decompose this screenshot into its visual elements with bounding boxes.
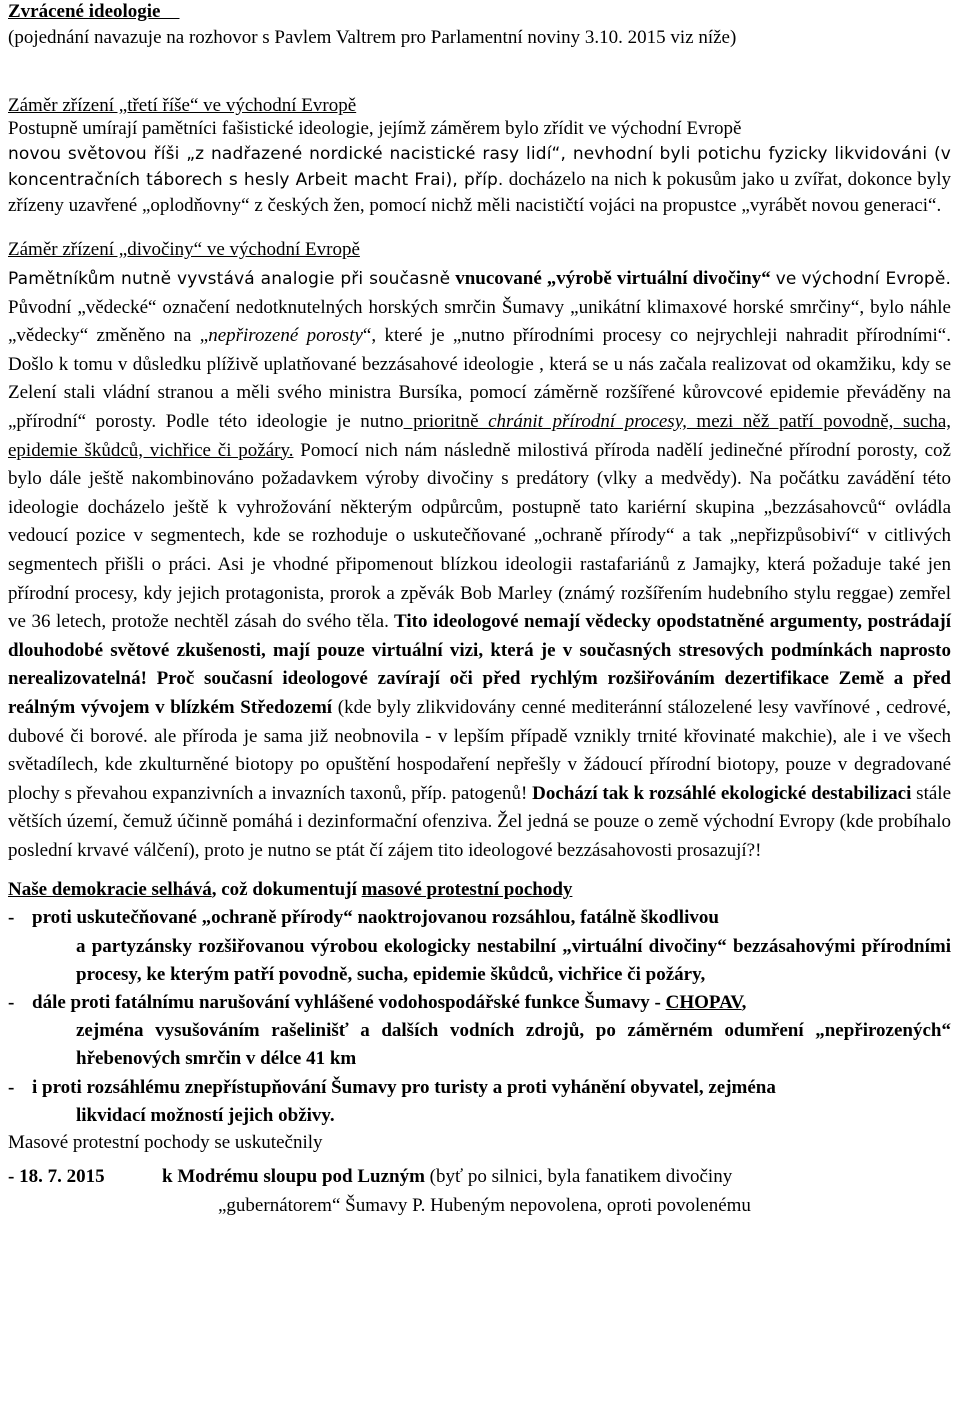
section2-bold-block: Tito ideologové nemají vědecky opodstatněné argumenty, postrádají dlouhodobé světové zkušenosti, mají pouze virtuální vizi, která je v současných stresových podmínkách naprosto nerealizovatelná! Proč současní ideologové zavírají oči před rychlým rozšiřováním dezertifikace Země a před reálným vývojem v blízkém Středozemí	[8, 611, 951, 718]
protest-item-2-line1a: dále proti fatálnímu narušování vyhlášené vodohospodářské funkce Šumavy -	[32, 992, 666, 1014]
section2-vych: východní Evropě.	[801, 269, 952, 289]
section2-text-1: Původní „vědecké“ označení nedotknutelných horských smrčin Šumavy „unikátní klimaxové horské smrčiny“, bylo náhle „vědecky“ změněno na „	[8, 296, 951, 347]
march-rest: (byť po silnici, byla fanatikem divočiny	[424, 1166, 733, 1188]
protest-item-3-line1: i proti rozsáhlému znepřístupňování Šumavy pro turisty a proti vyhánění obyvatel, zejména	[32, 1076, 776, 1098]
section2-text-5: stále větších území, čemuž účinně pomáhá i dezinformační ofenziva. Žel jedná se pouze o země východní Evropy (kde probíhalo poslední krvavé válčení), proto je nutno se ptát čí zájem tito ideologové bezzásahovosti prosazují?!	[8, 782, 952, 861]
protest-item-3-cont: likvidací možností jejich obživy.	[76, 1104, 335, 1126]
section1-tail: docházelo na nich k pokusům jako u zvířat, dokonce byly zřízeny uzavřené „oplodňovny“ z českých žen, pomocí nichž měli nacističtí vojáci na propustce „vyrábět novou generaci“.	[8, 169, 952, 216]
protest-item-2-comma: ,	[741, 992, 747, 1014]
list-dash: -	[8, 907, 15, 929]
section2-paragraph	[8, 265, 951, 865]
list-dash: -	[8, 992, 15, 1014]
section1-heading: Záměr zřízení „třetí říše“ ve východní Evropě	[8, 95, 357, 116]
section3-heading-mid: , což dokumentují	[211, 879, 362, 901]
section2-text-3: Pomocí nich nám následně milostivá příroda nadělí jedinečné přírodní porosty, což bylo dále ještě nakombinováno požadavkem výroby divočiny s predátory (vlky a medvědy). Na počátku zavádění této ideologie docházelo ještě k vyhrožování některým odpůrcům, postupně tato kariérní skupina „bezzásahovců“ ovládla vedoucí pozice v segmentech, kde se rozhoduje o uskutečňované „ochraně přírody“ a tak „nepřizpůsobiví“ v citlivých segmentech přišli o práci. Asi je vhodné připomenout blízkou ideologii rastafariánů z Jamajky, která požaduje také jen přírodní procesy, kdy jejich protagonista, prorok a zpěvák Bob Marley (známý rozšířením hudebního stylu reggae) zemřel ve 36 letech, protože nechtěl zásah do svého těla.	[8, 439, 951, 633]
protest-item-1	[8, 904, 951, 989]
protest-item-2-chopav: CHOPAV	[665, 992, 742, 1014]
protest-item-2-cont: zejména vysušováním rašelinišť a dalších vodních zdrojů, po záměrném odumření „nepřirozených“ hřebenových smrčin v délce 41 km	[76, 1020, 951, 1070]
section2-intro: Pamětníkům nutně vyvstává analogie při současně	[8, 269, 451, 289]
march-date: - 18. 7. 2015	[8, 1166, 105, 1188]
section2-italic-1: nepřirozené porosty	[208, 325, 363, 347]
protest-item-3	[8, 1074, 951, 1130]
section3-heading-u1: Naše demokracie selhává	[8, 879, 212, 901]
march-line2: „gubernátorem“ Šumavy P. Hubeným nepovolena, oproti povolenému	[218, 1195, 751, 1217]
document-title	[8, 0, 951, 23]
protest-item-1-cont: a partyzánsky rozšiřovanou výrobou ekologicky nestabilní „virtuální divočiny“ bezzásahovými přírodními procesy, ke kterým patří povodně, sucha, epidemie škůdců, vichřice či požáry,	[76, 935, 951, 985]
march-location: k Modrému sloupu pod Luzným	[162, 1166, 425, 1188]
protest-item-1-line1: proti uskutečňované „ochraně přírody“ naoktrojovanou rozsáhlou, fatálně škodlivou	[32, 907, 719, 929]
section1-line1: Postupně umírají pamětníci fašistické ideologie, jejímž záměrem bylo zřídit ve východní Evropě	[8, 118, 742, 139]
list-dash: -	[8, 1076, 15, 1098]
section3-heading	[8, 879, 951, 901]
section2-heading: Záměr zřízení „divočiny“ ve východní Evropě	[8, 239, 360, 260]
protest-item-2	[8, 989, 951, 1074]
section2-underline-2: chránit přírodní procesy,	[488, 410, 687, 432]
document-subtitle: (pojednání navazuje na rozhovor s Pavlem Valtrem pro Parlamentní noviny 3.10. 2015 viz níže)	[8, 27, 737, 48]
section1-paragraph	[8, 141, 951, 219]
section2-underline-3: mezi něž patří povodně, sucha, epidemie škůdců, vichřice či požáry.	[8, 410, 952, 461]
protest-closing: Masové protestní pochody se uskutečnily	[8, 1132, 323, 1154]
march-entry	[8, 1162, 951, 1220]
section2-bold-phrase: vnucované „výrobě virtuální divočiny“	[455, 268, 771, 289]
section2-ve: ve	[775, 269, 797, 289]
section2-text-4: (kde byly zlikvidovány cenné mediteránní stálozelené lesy vavřínové , cedrové, dubové či borové. ale příroda je sama již neobnovila - v lepším případě vznikly trnité křovinaté makchie), ale i ve všech světadílech, kde zkulturněné biotopy po opuštění hospodaření nepřešly v žádoucí přírodní biotopy, pouze v degradované plochy s převahou expanzivních a invazních taxonů, příp. patogenů!	[8, 696, 952, 804]
title-text: Zvrácené ideologie	[8, 1, 161, 22]
section1-sans-text: novou světovou říši „z nadřazené nordické nacistické rasy lidí“, nevhodní byli potichu fyzicky likvidováni (v koncentračních táborech s hesly Arbeit macht Frai), příp.	[8, 144, 951, 190]
section2-bold-2: Dochází tak k rozsáhlé ekologické destabilizaci	[527, 782, 912, 804]
section2-underline-1: prioritně	[403, 410, 489, 432]
section2-text-2: “, které je „nutno přírodními procesy co nejrychleji nahradit přírodními“. Došlo k tomu v důsledku plíživě uplatňované bezzásahové ideologie , která se u nás začala realizovat od okamžiku, kdy se Zelení stali vládní stranou a měli svého ministra Bursíka, pomocí záměrně rozšířené kůrovcové epidemie převáděny na „přírodní“ porosty. Podle této ideologie je nutno	[8, 325, 951, 432]
section3-heading-u2: masové protestní pochody	[361, 879, 573, 901]
